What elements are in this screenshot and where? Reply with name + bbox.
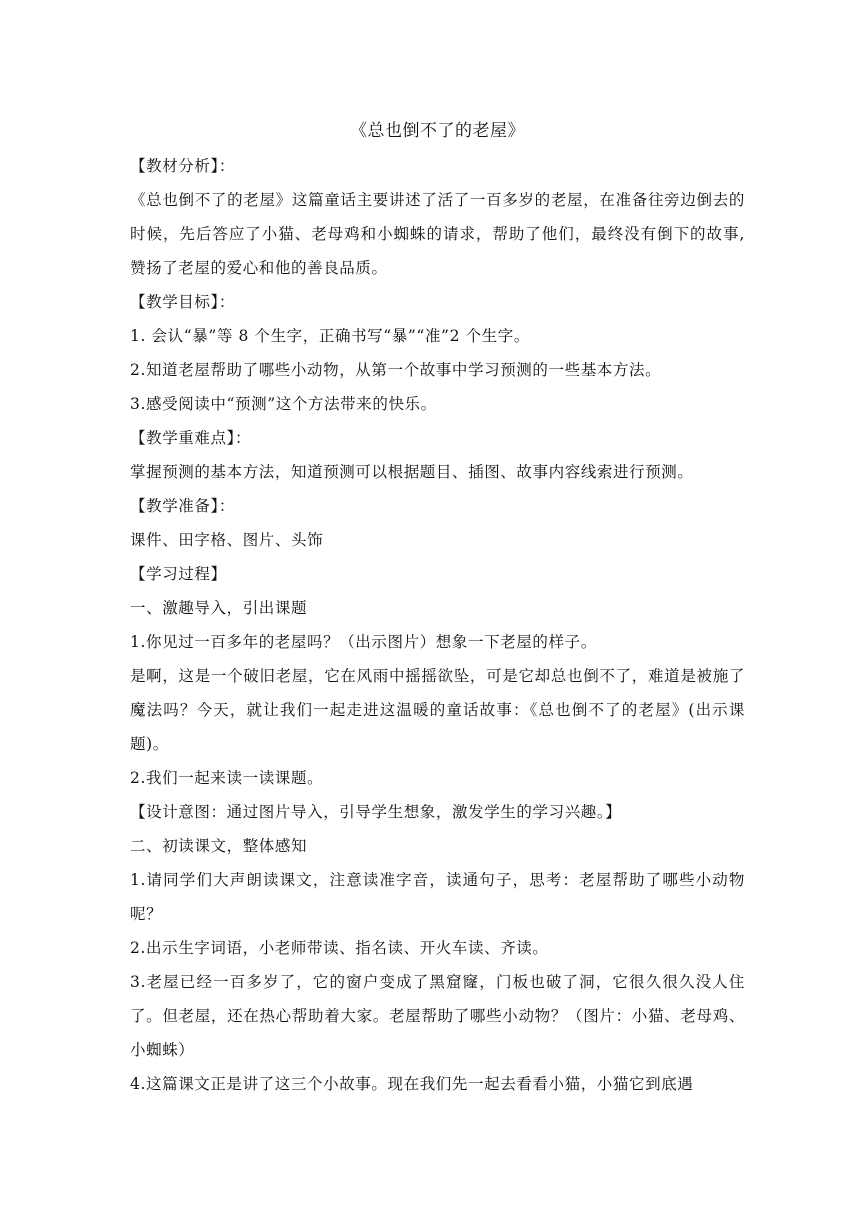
step-heading-1: 一、激趣导入，引出课题	[130, 599, 308, 617]
step-2-item-3: 3.老屋已经一百多岁了，它的窗户变成了黑窟窿，门板也破了洞，它很久很久没人住了。但老屋，还在热心帮助着大家。老屋帮助了哪些小动物？（图片：小猫、老母鸡、小蜘蛛）	[130, 973, 745, 1059]
paragraph-textbook-analysis: 《总也倒不了的老屋》这篇童话主要讲述了活了一百多岁的老屋，在准备往旁边倒去的时候，先后答应了小猫、老母鸡和小蜘蛛的请求，帮助了他们，最终没有倒下的故事,赞扬了老屋的爱心和他的善良品质。	[130, 191, 745, 277]
paragraph-preparation: 课件、田字格、图片、头饰	[130, 531, 324, 549]
step-heading-2: 二、初读课文，整体感知	[130, 837, 308, 855]
step-2-item-4: 4.这篇课文正是讲了这三个小故事。现在我们先一起去看看小猫，小猫它到底遇	[130, 1075, 694, 1093]
paragraph-key-points: 掌握预测的基本方法，知道预测可以根据题目、插图、故事内容线索进行预测。	[130, 463, 694, 481]
section-heading-preparation: 【教学准备】：	[130, 497, 235, 515]
document-title: 《总也倒不了的老屋》	[350, 121, 525, 141]
section-heading-key-points: 【教学重难点】：	[130, 429, 252, 447]
document-page	[130, 113, 745, 1101]
section-heading-teaching-goals: 【教学目标】：	[130, 293, 235, 311]
goal-item-3: 3.感受阅读中“预测”这个方法带来的快乐。	[130, 395, 437, 413]
step-1-paragraph: 是啊，这是一个破旧老屋，它在风雨中摇摇欲坠，可是它却总也倒不了，难道是被施了魔法吗？今天，就让我们一起走进这温暖的童话故事：《总也倒不了的老屋》(出示课题)。	[130, 667, 745, 753]
step-1-item-2: 2.我们一起来读一读课题。	[130, 769, 324, 787]
design-intent-note: 【设计意图：通过图片导入，引导学生想象，激发学生的学习兴趣。】	[130, 803, 622, 821]
step-2-item-1: 1.请同学们大声朗读课文，注意读准字音，读通句子，思考：老屋帮助了哪些小动物呢？	[130, 871, 745, 923]
step-2-item-2: 2.出示生字词语，小老师带读、指名读、开火车读、齐读。	[130, 939, 549, 957]
goal-item-2: 2.知道老屋帮助了哪些小动物，从第一个故事中学习预测的一些基本方法。	[130, 361, 662, 379]
goal-item-1: 1. 会认“暴”等 8 个生字，正确书写“暴”“准”2 个生字。	[130, 327, 530, 345]
step-1-item-1: 1.你见过一百多年的老屋吗？（出示图片）想象一下老屋的样子。	[130, 633, 597, 651]
section-heading-learning-process: 【学习过程】	[130, 565, 227, 583]
section-heading-textbook-analysis: 【教材分析】：	[130, 157, 235, 175]
